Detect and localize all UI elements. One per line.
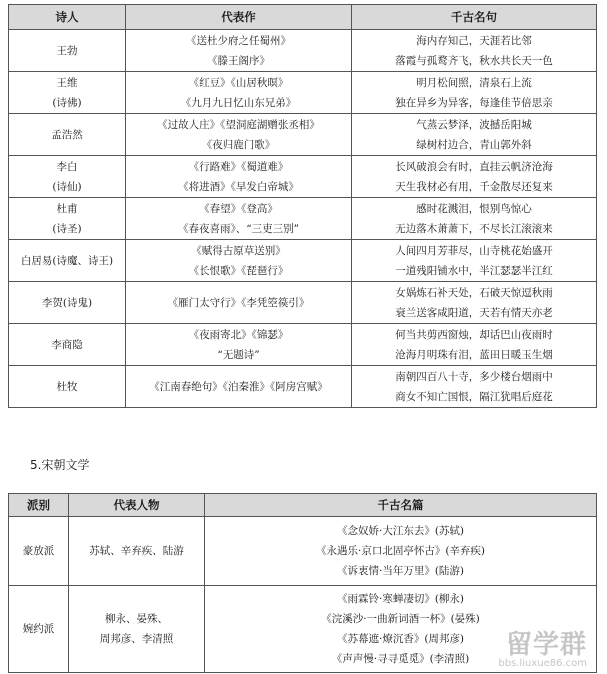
famous-lines-cell bbox=[352, 366, 597, 408]
poet-cell bbox=[9, 240, 126, 282]
poet-cell-line: 杜甫 bbox=[56, 202, 78, 215]
famous-lines-cell-line: 衰兰送客咸阳道，天若有情天亦老 bbox=[395, 306, 553, 319]
school-cell: 婉约派 bbox=[9, 586, 69, 673]
watermark-url: bbs.liuxue86.com bbox=[498, 658, 587, 669]
works-cell-line: 《夜雨寄北》《锦瑟》 bbox=[188, 328, 289, 341]
works-cell bbox=[126, 366, 352, 408]
famous-lines-cell bbox=[352, 198, 597, 240]
header-works: 代表作 bbox=[126, 5, 352, 30]
famous-lines-cell-line: 独在异乡为异客，每逢佳节倍思亲 bbox=[395, 96, 553, 109]
famous-lines-cell-line: 气蒸云梦泽，波撼岳阳城 bbox=[416, 118, 532, 131]
famous-lines-cell bbox=[352, 240, 597, 282]
famous-lines-cell-line: 感时花溅泪，恨别鸟惊心 bbox=[416, 202, 532, 215]
famous-lines-cell-line: 明月松间照，清泉石上流 bbox=[416, 76, 532, 89]
works-cell bbox=[126, 198, 352, 240]
works-cell-line: 《春夜喜雨》、“三吏三别” bbox=[178, 222, 299, 235]
works-cell-line: 《过故人庄》《望洞庭湖赠张丞相》 bbox=[157, 118, 320, 131]
famous-lines-cell-line: 落霞与孤鹜齐飞，秋水共长天一色 bbox=[395, 54, 553, 67]
works-cell-line: 《将进酒》《早发白帝城》 bbox=[178, 180, 299, 193]
poet-cell bbox=[9, 72, 126, 114]
poet-cell bbox=[9, 156, 126, 198]
poet-cell-line: 李贺(诗鬼) bbox=[41, 296, 93, 309]
works-cell-line: 《雁门太守行》《李凭箜篌引》 bbox=[167, 296, 310, 309]
poet-cell-line: 白居易(诗魔、诗王) bbox=[20, 254, 114, 267]
famous-lines-cell bbox=[352, 72, 597, 114]
works-cell-line: 《江南春绝句》《泊秦淮》《阿房宫赋》 bbox=[149, 380, 328, 393]
masterpieces-cell-line: 《永遇乐·京口北固亭怀古》(辛弃疾) bbox=[315, 545, 486, 557]
poet-cell-line: (诗圣) bbox=[52, 222, 82, 235]
representatives-cell-line: 苏轼、辛弃疾、陆游 bbox=[89, 545, 184, 557]
works-cell-line: 《行路难》《蜀道难》 bbox=[188, 160, 289, 173]
masterpieces-cell-line: 《苏幕遮·燎沉香》(周邦彦) bbox=[336, 633, 465, 645]
works-cell-line: 《长恨歌》《琵琶行》 bbox=[188, 264, 289, 277]
poet-cell-line: 杜牧 bbox=[56, 380, 78, 393]
poet-cell-line: (诗佛) bbox=[52, 96, 82, 109]
header-masterpieces: 千古名篇 bbox=[205, 494, 597, 517]
header-representatives: 代表人物 bbox=[69, 494, 205, 517]
works-cell-line: 《滕王阁序》 bbox=[207, 54, 270, 67]
masterpieces-cell-line: 《念奴娇·大江东去》(苏轼) bbox=[336, 525, 465, 537]
poet-cell-line: 李白 bbox=[56, 160, 78, 173]
works-cell bbox=[126, 240, 352, 282]
tang-poets-table bbox=[8, 4, 597, 408]
masterpieces-cell bbox=[205, 517, 597, 586]
representatives-cell-line: 周邦彦、李清照 bbox=[99, 633, 174, 645]
table-row bbox=[9, 114, 597, 156]
works-cell-line: 《送杜少府之任蜀州》 bbox=[186, 34, 291, 47]
works-cell bbox=[126, 114, 352, 156]
representatives-cell bbox=[69, 586, 205, 673]
table-row bbox=[9, 30, 597, 72]
poet-cell bbox=[9, 366, 126, 408]
famous-lines-cell-line: 女娲炼石补天处，石破天惊逗秋雨 bbox=[395, 286, 553, 299]
works-cell-line: 《夜归鹿门歌》 bbox=[201, 138, 276, 151]
poet-cell bbox=[9, 282, 126, 324]
table-row bbox=[9, 517, 597, 586]
works-cell bbox=[126, 72, 352, 114]
header-famous-lines: 千古名句 bbox=[352, 5, 597, 30]
table-row bbox=[9, 240, 597, 282]
table-row bbox=[9, 282, 597, 324]
table-header-row bbox=[9, 5, 597, 30]
poet-cell-line: 王勃 bbox=[56, 44, 78, 57]
poet-cell-line: 李商隐 bbox=[51, 338, 83, 351]
poet-cell bbox=[9, 198, 126, 240]
representatives-cell bbox=[69, 517, 205, 586]
famous-lines-cell-line: 天生我材必有用，千金散尽还复来 bbox=[395, 180, 553, 193]
works-cell bbox=[126, 30, 352, 72]
table-header-row bbox=[9, 494, 597, 517]
works-cell-line: 《红豆》《山居秋暝》 bbox=[188, 76, 289, 89]
masterpieces-cell-line: 《雨霖铃·寒蝉凄切》(柳永) bbox=[336, 593, 465, 605]
famous-lines-cell-line: 海内存知己，天涯若比邻 bbox=[416, 34, 532, 47]
famous-lines-cell bbox=[352, 282, 597, 324]
famous-lines-cell-line: 商女不知亡国恨，隔江犹唱后庭花 bbox=[395, 390, 553, 403]
works-cell-line: 《赋得古原草送别》 bbox=[191, 244, 286, 257]
masterpieces-cell-line: 《浣溪沙·一曲新词酒一杯》(晏殊) bbox=[321, 613, 480, 625]
famous-lines-cell-line: 何当共剪西窗烛，却话巴山夜雨时 bbox=[395, 328, 553, 341]
masterpieces-cell-line: 《诉衷情·当年万里》(陆游) bbox=[336, 565, 465, 577]
famous-lines-cell-line: 一道残阳铺水中，半江瑟瑟半江红 bbox=[395, 264, 553, 277]
famous-lines-cell-line: 无边落木萧萧下，不尽长江滚滚来 bbox=[395, 222, 553, 235]
famous-lines-cell-line: 长风破浪会有时，直挂云帆济沧海 bbox=[395, 160, 553, 173]
works-cell-line: 《九月九日忆山东兄弟》 bbox=[180, 96, 297, 109]
famous-lines-cell bbox=[352, 114, 597, 156]
famous-lines-cell-line: 南朝四百八十寺，多少楼台烟雨中 bbox=[395, 370, 553, 383]
famous-lines-cell-line: 人间四月芳菲尽，山寺桃花始盛开 bbox=[395, 244, 553, 257]
poet-cell bbox=[9, 30, 126, 72]
works-cell bbox=[126, 324, 352, 366]
table-row bbox=[9, 72, 597, 114]
poet-cell bbox=[9, 114, 126, 156]
famous-lines-cell-line: 沧海月明珠有泪，蓝田日暖玉生烟 bbox=[395, 348, 553, 361]
header-poet: 诗人 bbox=[9, 5, 126, 30]
works-cell-line: “无题诗” bbox=[217, 348, 260, 361]
watermark-brand: 留学群 bbox=[505, 630, 587, 660]
poet-cell-line: 王维 bbox=[56, 76, 78, 89]
section-title: 5.宋朝文学 bbox=[30, 458, 90, 472]
poet-cell bbox=[9, 324, 126, 366]
school-cell: 豪放派 bbox=[9, 517, 69, 586]
watermark-logo bbox=[498, 632, 587, 670]
table-row bbox=[9, 324, 597, 366]
table-row bbox=[9, 156, 597, 198]
header-school: 派别 bbox=[9, 494, 69, 517]
famous-lines-cell bbox=[352, 156, 597, 198]
masterpieces-cell-line: 《声声慢·寻寻觅觅》(李清照) bbox=[331, 653, 470, 665]
famous-lines-cell-line: 绿树村边合，青山郭外斜 bbox=[416, 138, 532, 151]
works-cell-line: 《春望》《登高》 bbox=[199, 202, 278, 215]
famous-lines-cell bbox=[352, 324, 597, 366]
table-row bbox=[9, 366, 597, 408]
famous-lines-cell bbox=[352, 30, 597, 72]
table-row bbox=[9, 198, 597, 240]
works-cell bbox=[126, 156, 352, 198]
poet-cell-line: 孟浩然 bbox=[51, 128, 83, 141]
representatives-cell-line: 柳永、晏殊、 bbox=[105, 613, 168, 625]
works-cell bbox=[126, 282, 352, 324]
poet-cell-line: (诗仙) bbox=[52, 180, 82, 193]
